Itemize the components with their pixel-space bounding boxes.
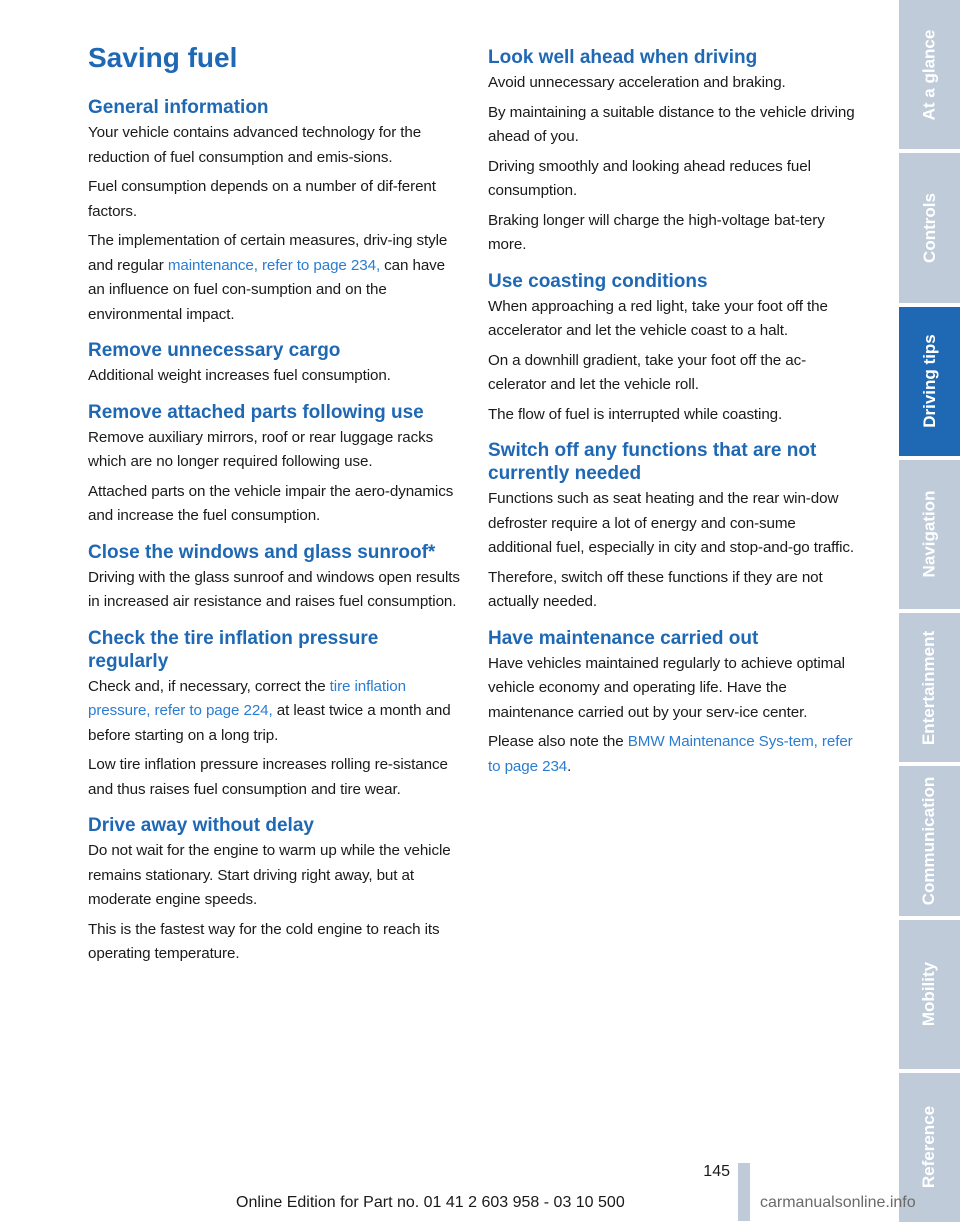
paragraph: On a downhill gradient, take your foot off the ac-celerator and let the vehicle roll.: [488, 351, 807, 393]
paragraph: Attached parts on the vehicle impair the aero-dynamics and increase the fuel consumption.: [88, 482, 454, 524]
paragraph: By maintaining a suitable distance to the vehicle driving ahead of you.: [488, 103, 855, 145]
paragraph: [488, 730, 862, 779]
maintenance-page-link[interactable]: maintenance, refer to page 234,: [167, 256, 381, 274]
tab-label: At a glance: [919, 29, 939, 120]
paragraph: This is the fastest way for the cold engine to reach its operating temperature.: [88, 920, 440, 962]
paragraph: [88, 675, 462, 749]
tab-driving-tips[interactable]: [899, 307, 960, 456]
text: Check and, if necessary, correct the: [88, 677, 330, 695]
paragraph: Driving with the glass sunroof and windows open results in increased air resistance and raises fuel consumption.: [88, 568, 460, 610]
paragraph: Driving smoothly and looking ahead reduces fuel consumption.: [488, 157, 811, 199]
section-heading-switch-off: Switch off any functions that are not currently needed: [488, 440, 817, 484]
text: Please also note the: [488, 733, 628, 750]
paragraph: Have vehicles maintained regularly to achieve optimal vehicle economy and operating life. Have the maintenance carried out by your serv-ice center.: [488, 654, 845, 721]
tab-label: Mobility: [919, 962, 939, 1027]
paragraph: Low tire inflation pressure increases rolling re-sistance and thus raises fuel consumption and tire wear.: [88, 756, 448, 798]
section-heading-attached-parts: Remove attached parts following use: [88, 401, 424, 423]
section-heading-look-ahead: Look well ahead when driving: [488, 47, 758, 68]
paragraph: Therefore, switch off these functions if they are not actually needed.: [488, 568, 823, 610]
right-column: [488, 40, 862, 784]
section-heading-drive-away: Drive away without delay: [88, 815, 314, 836]
paragraph: Do not wait for the engine to warm up while the vehicle remains stationary. Start driving right away, but at moderate engine speeds.: [88, 842, 451, 908]
paragraph: Additional weight increases fuel consumption.: [88, 367, 391, 384]
page-title: Saving fuel: [88, 42, 238, 73]
text: The implementation of certain measures, driv-ing style and regular: [88, 232, 448, 274]
chapter-tab-bar: [899, 0, 960, 1222]
section-heading-general: General information: [88, 97, 269, 118]
tab-controls[interactable]: [899, 153, 960, 302]
paragraph: When approaching a red light, take your foot off the accelerator and let the vehicle coast to a halt.: [488, 297, 828, 339]
paragraph: Your vehicle contains advanced technology for the reduction of fuel consumption and emis-sions.: [88, 124, 422, 166]
section-heading-tire-pressure: Check the tire inflation pressure regularly: [88, 627, 379, 672]
tab-label: Controls: [919, 192, 939, 263]
paragraph: The flow of fuel is interrupted while coasting.: [488, 405, 783, 423]
maintenance-system-page-link[interactable]: BMW Maintenance Sys-tem, refer to page 234: [488, 733, 853, 775]
tab-entertainment[interactable]: [899, 613, 960, 762]
tab-at-a-glance[interactable]: [899, 0, 960, 149]
edition-footer: Online Edition for Part no. 01 41 2 603 958 - 03 10 500: [236, 1194, 625, 1211]
tab-mobility[interactable]: [899, 920, 960, 1069]
paragraph: Braking longer will charge the high-voltage bat-tery more.: [488, 211, 825, 253]
paragraph: Avoid unnecessary acceleration and braking.: [488, 74, 786, 91]
tire-pressure-page-link[interactable]: tire inflation pressure, refer to page 224,: [88, 677, 406, 719]
tab-label: Entertainment: [919, 630, 939, 745]
tab-label: Reference: [919, 1106, 939, 1189]
tab-label: Navigation: [919, 490, 939, 578]
paragraph: Fuel consumption depends on a number of dif-ferent factors.: [88, 178, 436, 220]
watermark: carmanualsonline.info: [760, 1194, 916, 1211]
section-heading-maintenance: Have maintenance carried out: [488, 627, 759, 649]
tab-label: Driving tips: [919, 334, 939, 428]
page-number: 145: [703, 1163, 730, 1180]
paragraph: Remove auxiliary mirrors, roof or rear luggage racks which are no longer required following use.: [88, 428, 434, 470]
page-marker: [738, 1163, 750, 1221]
tab-communication[interactable]: [899, 766, 960, 915]
section-heading-coasting: Use coasting conditions: [488, 270, 708, 292]
text: at least twice a month and before starting on a long trip.: [88, 702, 451, 744]
tab-label: Communication: [919, 776, 939, 906]
text: can have an influence on fuel con-sumption and on the environmental impact.: [88, 256, 446, 323]
tab-navigation[interactable]: [899, 460, 960, 609]
text: .: [567, 757, 572, 775]
section-heading-cargo: Remove unnecessary cargo: [88, 340, 341, 361]
section-heading-windows: Close the windows and glass sunroof*: [88, 541, 436, 563]
left-column: [88, 40, 462, 972]
paragraph: Functions such as seat heating and the rear win-dow defroster require a lot of energy and con-sume additional fuel, especially in city and stop-and-go traffic.: [488, 490, 855, 556]
paragraph: [88, 229, 462, 327]
